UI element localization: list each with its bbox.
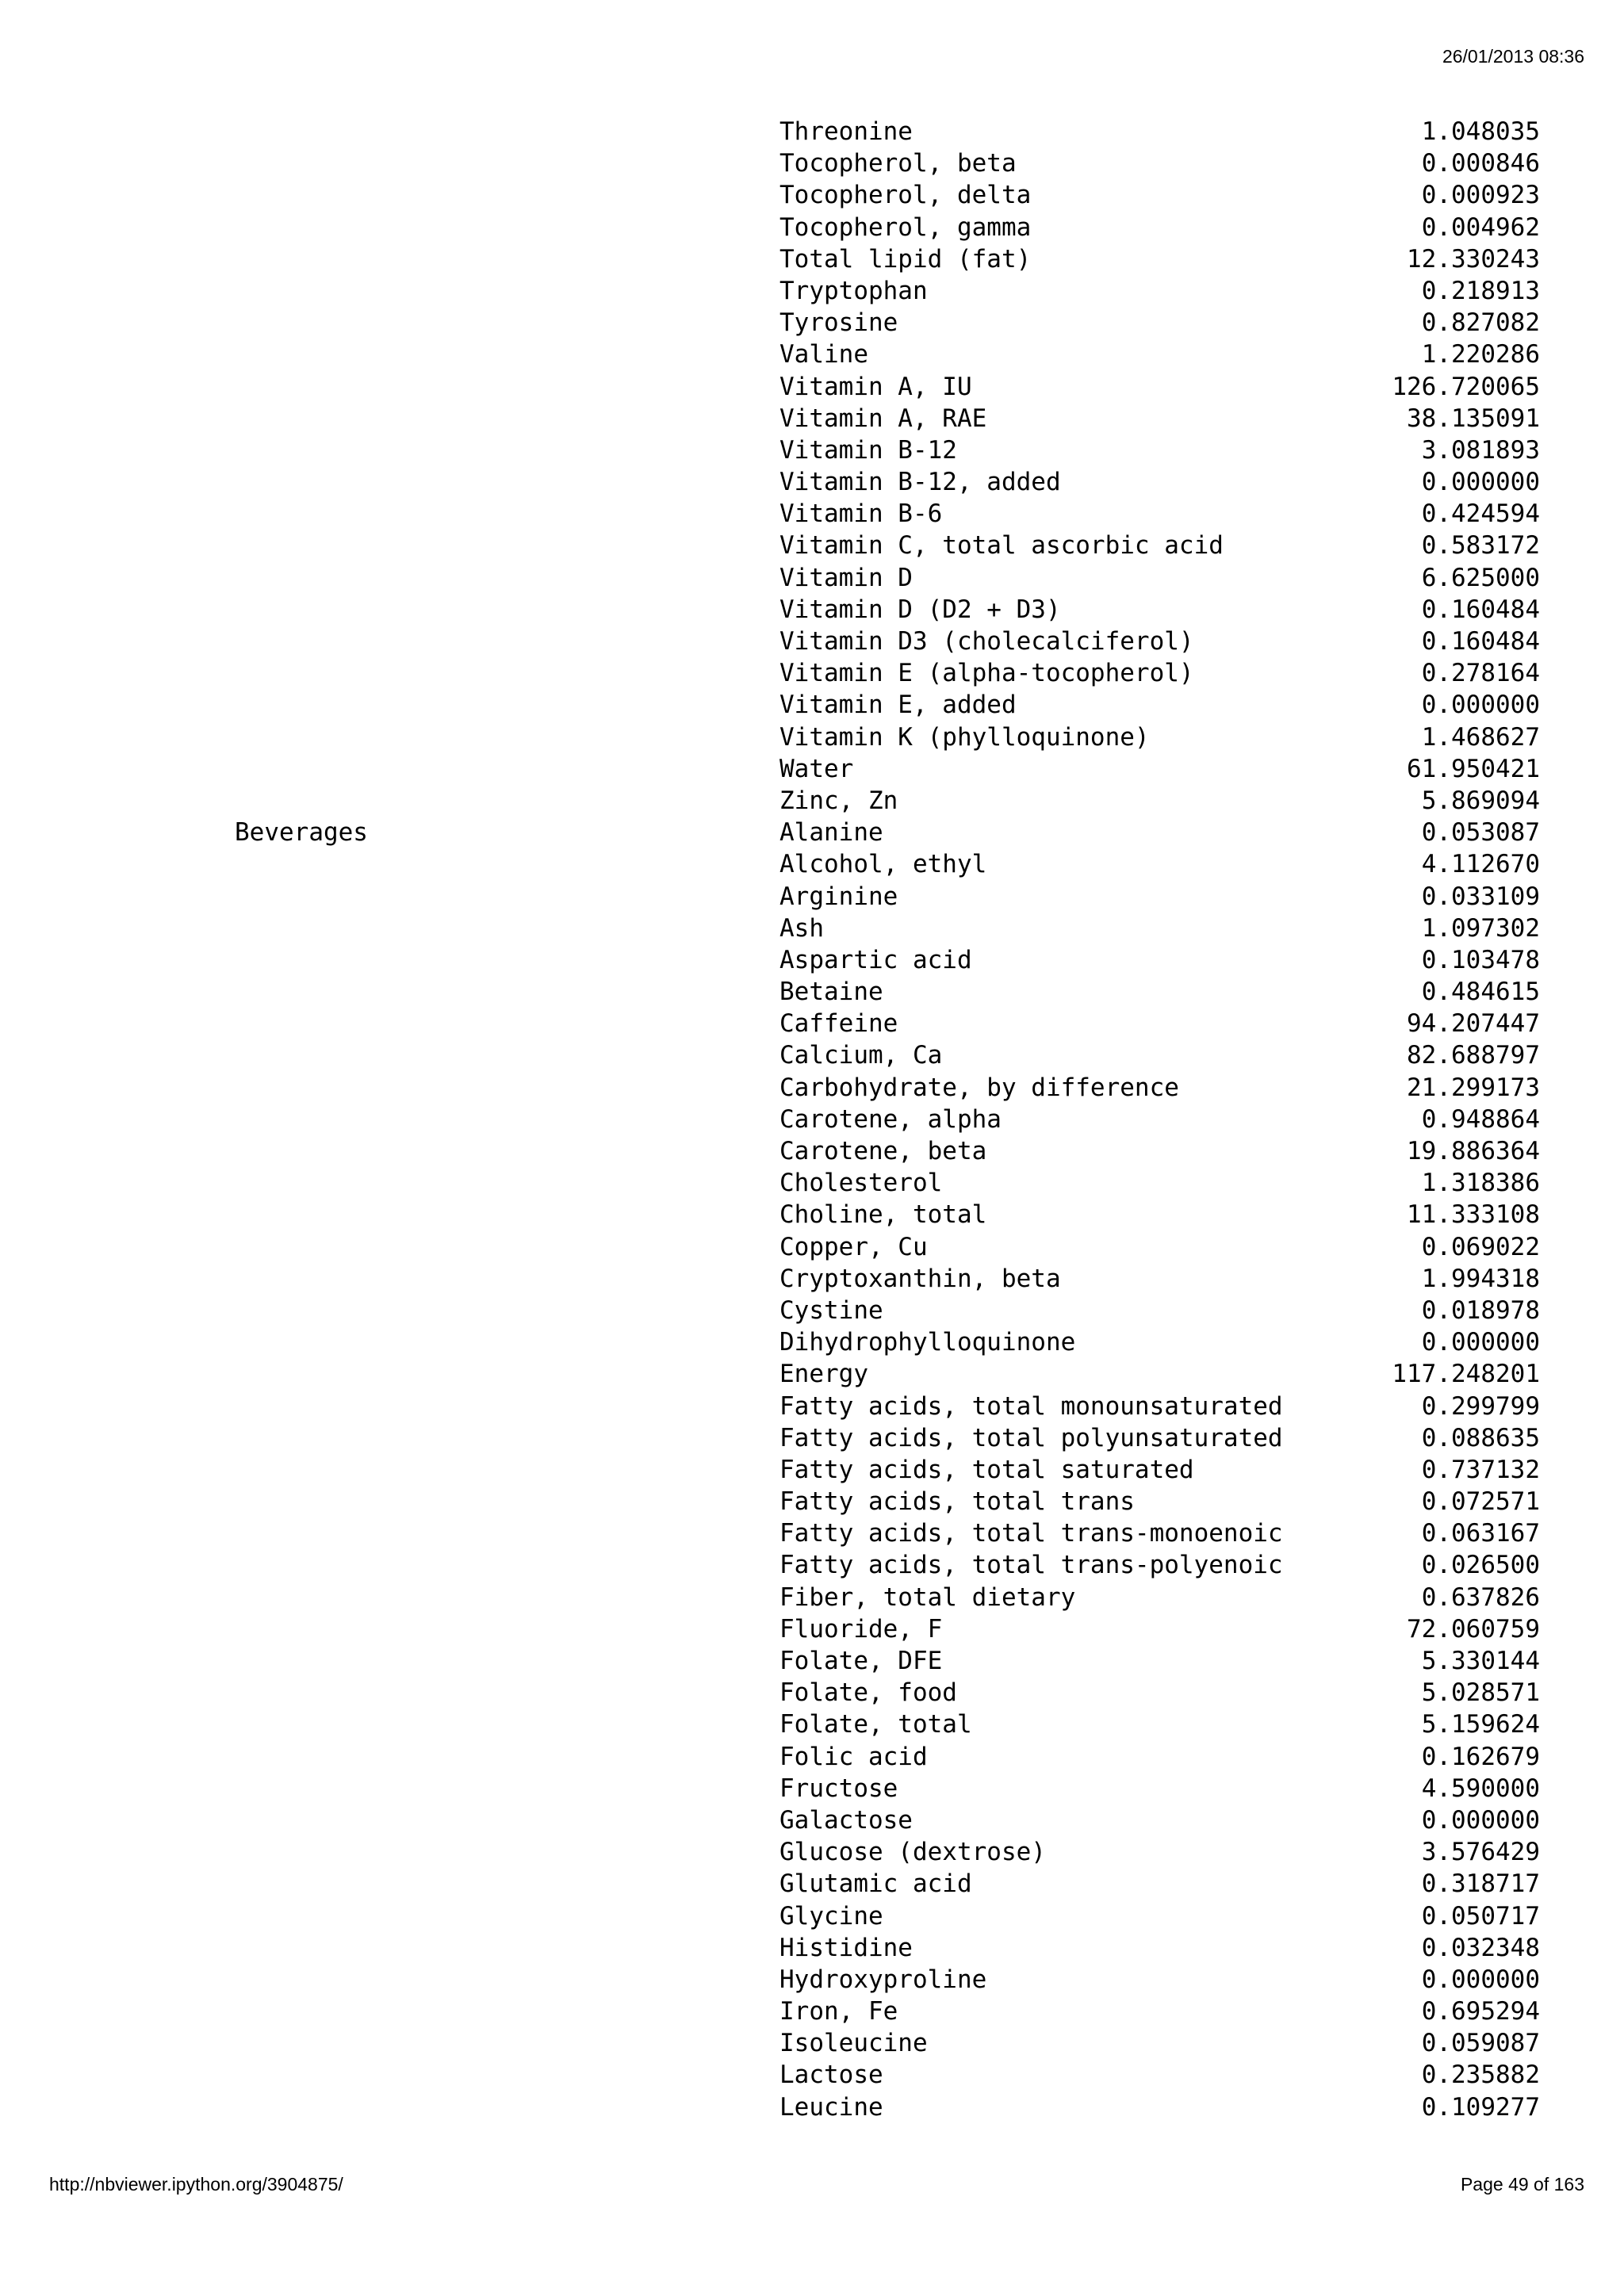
nutrient-value: 0.827082 [1421,308,1540,338]
nutrient-name: Aspartic acid [779,945,972,974]
nutrient-name: Folate, food [779,1678,957,1708]
table-row [0,1454,1624,1486]
nutrient-value: 19.886364 [1407,1137,1540,1165]
table-row [0,881,1624,913]
nutrient-value: 4.112670 [1421,850,1540,879]
table-row [0,1582,1624,1613]
nutrient-name: Copper, Cu [779,1232,928,1261]
table-row [0,1932,1624,1964]
nutrient-value: 72.060759 [1407,1614,1540,1644]
nutrient-value: 3.081893 [1421,435,1540,465]
nutrient-name: Carotene, beta [779,1137,987,1165]
nutrient-value: 12.330243 [1407,244,1540,274]
table-row [0,1773,1624,1804]
nutrient-value: 0.050717 [1421,1901,1540,1931]
table-row [0,1326,1624,1358]
table-row [0,403,1624,434]
nutrient-value: 0.069022 [1421,1232,1540,1261]
page-number: Page 49 of 163 [1460,2174,1584,2195]
nutrient-name: Alcohol, ethyl [779,850,987,879]
nutrient-name: Caffeine [779,1009,898,1039]
nutrient-name: Ash [779,913,824,943]
nutrient-table [0,116,1624,2123]
nutrient-value: 0.072571 [1421,1487,1540,1517]
nutrient-name: Cryptoxanthin, beta [779,1264,1061,1293]
table-row [0,307,1624,339]
print-timestamp: 26/01/2013 08:36 [1442,46,1584,67]
nutrient-value: 0.103478 [1421,945,1540,974]
nutrient-name: Choline, total [779,1200,987,1230]
nutrient-value: 0.695294 [1421,1997,1540,2026]
nutrient-name: Folate, total [779,1710,972,1739]
nutrient-value: 5.330144 [1421,1647,1540,1675]
nutrient-value: 0.637826 [1421,1582,1540,1612]
nutrient-value: 0.063167 [1421,1519,1540,1548]
nutrient-value: 1.468627 [1421,722,1540,752]
nutrient-name: Glucose (dextrose) [779,1838,1046,1867]
table-row [0,1709,1624,1740]
table-row [0,1231,1624,1263]
table-row [0,339,1624,370]
table-row [0,1263,1624,1295]
nutrient-value: 5.869094 [1421,786,1540,815]
nutrient-value: 0.424594 [1421,499,1540,529]
nutrient-value: 3.576429 [1421,1838,1540,1867]
nutrient-name: Isoleucine [779,2029,928,2058]
table-row [0,1645,1624,1677]
nutrient-value: 4.590000 [1421,1774,1540,1803]
nutrient-value: 0.318717 [1421,1869,1540,1899]
nutrient-name: Glycine [779,1901,883,1931]
nutrient-name: Folate, DFE [779,1647,943,1675]
table-row [0,1996,1624,2027]
nutrient-value: 0.109277 [1421,2092,1540,2122]
table-row [0,1295,1624,1326]
footer-url: http://nbviewer.ipython.org/3904875/ [49,2174,343,2195]
nutrient-value: 0.000846 [1421,149,1540,178]
table-row [0,1104,1624,1135]
nutrient-value: 82.688797 [1407,1041,1540,1070]
nutrient-name: Fatty acids, total trans-polyenoic [779,1551,1283,1580]
nutrient-name: Carotene, alpha [779,1104,1002,1134]
nutrient-value: 21.299173 [1407,1073,1540,1102]
nutrient-value: 0.218913 [1421,276,1540,305]
table-row [0,1199,1624,1230]
table-row [0,817,1624,848]
nutrient-name: Cholesterol [779,1169,943,1198]
nutrient-name: Fatty acids, total trans-monoenoic [779,1519,1283,1548]
table-row [0,2091,1624,2123]
nutrient-value: 0.000923 [1421,181,1540,210]
nutrient-name: Fructose [779,1774,898,1803]
table-row [0,1072,1624,1104]
nutrient-value: 0.004962 [1421,212,1540,242]
nutrient-name: Fatty acids, total trans [779,1487,1135,1517]
table-row [0,434,1624,466]
nutrient-name: Cystine [779,1295,883,1325]
nutrient-value: 0.235882 [1421,2061,1540,2090]
nutrient-name: Vitamin E (alpha-tocopherol) [779,659,1194,688]
nutrient-name: Vitamin B-12, added [779,468,1061,497]
nutrient-name: Glutamic acid [779,1869,972,1899]
food-group-label: Beverages [235,818,368,848]
nutrient-name: Dihydrophylloquinone [779,1328,1076,1357]
table-row [0,2027,1624,2059]
nutrient-name: Vitamin E, added [779,691,1017,720]
nutrient-name: Fluoride, F [779,1614,943,1644]
table-row [0,1804,1624,1836]
nutrient-value: 0.000000 [1421,468,1540,497]
table-row [0,1836,1624,1868]
nutrient-value: 0.026500 [1421,1551,1540,1580]
nutrient-value: 0.018978 [1421,1295,1540,1325]
table-row [0,1900,1624,1932]
table-row [0,1517,1624,1549]
table-row [0,1422,1624,1454]
nutrient-name: Fatty acids, total monounsaturated [779,1391,1283,1421]
nutrient-value: 0.000000 [1421,1805,1540,1835]
table-row [0,212,1624,243]
nutrient-value: 1.318386 [1421,1169,1540,1198]
nutrient-value: 38.135091 [1407,404,1540,433]
nutrient-name: Fatty acids, total saturated [779,1455,1194,1484]
nutrient-value: 1.097302 [1421,913,1540,943]
table-row [0,562,1624,594]
nutrient-name: Calcium, Ca [779,1041,943,1070]
nutrient-name: Threonine [779,117,913,146]
nutrient-value: 0.000000 [1421,1965,1540,1994]
table-row [0,1391,1624,1422]
nutrient-value: 0.160484 [1421,627,1540,656]
nutrient-value: 0.737132 [1421,1455,1540,1484]
nutrient-name: Tocopherol, delta [779,181,1032,210]
table-row [0,1167,1624,1199]
nutrient-name: Water [779,754,854,783]
nutrient-value: 5.159624 [1421,1710,1540,1739]
table-row [0,1741,1624,1773]
table-row [0,371,1624,403]
table-row [0,116,1624,147]
nutrient-name: Galactose [779,1805,913,1835]
table-row [0,721,1624,753]
nutrient-name: Fatty acids, total polyunsaturated [779,1423,1283,1452]
nutrient-name: Tryptophan [779,276,928,305]
nutrient-value: 94.207447 [1407,1009,1540,1039]
table-row [0,594,1624,626]
nutrient-name: Zinc, Zn [779,786,898,815]
nutrient-value: 0.583172 [1421,531,1540,561]
nutrient-name: Vitamin B-12 [779,435,957,465]
table-row [0,1039,1624,1071]
table-row [0,848,1624,880]
nutrient-name: Vitamin D3 (cholecalciferol) [779,627,1194,656]
nutrient-value: 0.059087 [1421,2029,1540,2058]
nutrient-name: Arginine [779,882,898,911]
nutrient-value: 0.000000 [1421,691,1540,720]
table-row [0,976,1624,1008]
nutrient-name: Leucine [779,2092,883,2122]
nutrient-name: Vitamin D (D2 + D3) [779,595,1061,624]
nutrient-value: 0.278164 [1421,659,1540,688]
nutrient-name: Vitamin A, IU [779,372,972,401]
nutrient-value: 1.048035 [1421,117,1540,146]
nutrient-name: Tyrosine [779,308,898,338]
nutrient-value: 0.484615 [1421,978,1540,1007]
table-row [0,2059,1624,2091]
nutrient-name: Energy [779,1360,868,1389]
nutrient-value: 11.333108 [1407,1200,1540,1230]
nutrient-name: Fiber, total dietary [779,1582,1076,1612]
table-row [0,275,1624,307]
table-row [0,753,1624,785]
nutrient-value: 0.033109 [1421,882,1540,911]
table-row [0,689,1624,721]
table-row [0,1613,1624,1645]
nutrient-name: Vitamin D [779,563,913,592]
table-row [0,147,1624,179]
table-row [0,1008,1624,1039]
nutrient-value: 0.948864 [1421,1104,1540,1134]
table-row [0,1135,1624,1167]
nutrient-name: Hydroxyproline [779,1965,987,1994]
table-row [0,626,1624,657]
table-row [0,785,1624,817]
table-row [0,944,1624,976]
nutrient-name: Histidine [779,1933,913,1962]
nutrient-value: 0.053087 [1421,818,1540,848]
nutrient-value: 0.088635 [1421,1423,1540,1452]
nutrient-name: Valine [779,340,868,369]
nutrient-name: Folic acid [779,1742,928,1771]
nutrient-name: Tocopherol, gamma [779,212,1032,242]
nutrient-name: Vitamin A, RAE [779,404,987,433]
nutrient-value: 1.994318 [1421,1264,1540,1293]
table-row [0,1677,1624,1709]
table-row [0,243,1624,275]
nutrient-value: 126.720065 [1392,372,1540,401]
table-row [0,530,1624,561]
nutrient-name: Vitamin C, total ascorbic acid [779,531,1224,561]
nutrient-value: 1.220286 [1421,340,1540,369]
table-row [0,1549,1624,1581]
table-row [0,179,1624,211]
nutrient-name: Total lipid (fat) [779,244,1032,274]
nutrient-name: Vitamin B-6 [779,499,943,529]
table-row [0,1964,1624,1996]
nutrient-name: Iron, Fe [779,1997,898,2026]
nutrient-value: 0.299799 [1421,1391,1540,1421]
table-row [0,657,1624,689]
nutrient-name: Vitamin K (phylloquinone) [779,722,1150,752]
nutrient-value: 117.248201 [1392,1360,1540,1389]
nutrient-name: Alanine [779,818,883,848]
nutrient-value: 5.028571 [1421,1678,1540,1708]
nutrient-name: Lactose [779,2061,883,2090]
nutrient-value: 0.160484 [1421,595,1540,624]
nutrient-value: 0.000000 [1421,1328,1540,1357]
table-row [0,1868,1624,1900]
table-row [0,466,1624,498]
nutrient-value: 0.162679 [1421,1742,1540,1771]
table-row [0,913,1624,944]
nutrient-value: 0.032348 [1421,1933,1540,1962]
table-row [0,1358,1624,1390]
table-row [0,1486,1624,1517]
nutrient-value: 6.625000 [1421,563,1540,592]
nutrient-name: Betaine [779,978,883,1007]
nutrient-value: 61.950421 [1407,754,1540,783]
table-row [0,498,1624,530]
nutrient-name: Carbohydrate, by difference [779,1073,1179,1102]
nutrient-name: Tocopherol, beta [779,149,1017,178]
